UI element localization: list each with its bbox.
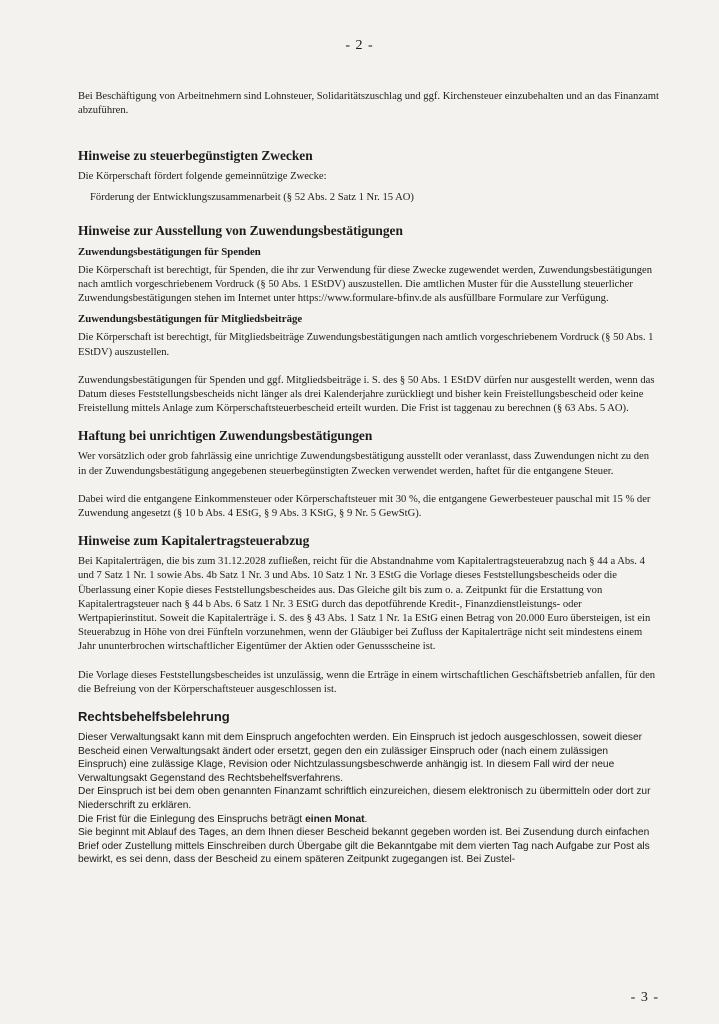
liability-paragraph-2: Dabei wird die entgangene Einkommensteuer oder Körperschaftsteuer mit 30 %, die entgangene Gewerbesteuer pauschal mit 15 % der Zuwendung angesetzt (§ 10 b Abs. 4 EStG, § 9 Abs. 3 KStG, § 9 Nr. 5 GewStG). [78,493,651,520]
purposes-item: Förderung der Entwicklungszusammenarbeit (§ 52 Abs. 2 Satz 1 Nr. 15 AO) [90,191,414,203]
donations-paragraph: Die Körperschaft ist berechtigt, für Spenden, die ihr zur Verwendung für diese Zwecke zugewendet werden, Zuwendungsbestätigungen nach amtlich vorgeschriebenem Vordruck (§ 50 Abs. 1 EStDV) auszustellen. Die amtlichen Muster für die Ausstellung steuerlicher Zuwendungsbestätigungen stehen im Internet unter https://www.formulare-bfinv.de als ausfüllbare Formulare zur Verfügung. [78,264,653,305]
document-body [78,90,659,867]
capital-gains-paragraph-2: Die Vorlage dieses Feststellungsbescheides ist unzulässig, wenn die Erträge in einem wirtschaftlichen Geschäftsbetrieb anfallen, für den die Befreiung von der Körperschaftsteuer ausgeschlossen ist. [78,669,656,695]
page-number-top: - 2 - [345,38,374,53]
subheading-membership-fees: Zuwendungsbestätigungen für Mitgliedsbeiträge [78,313,303,326]
section-heading-donation-receipts: Hinweise zur Ausstellung von Zuwendungsbestätigungen [78,222,403,238]
receipts-validity-paragraph: Zuwendungsbestätigungen für Spenden und ggf. Mitgliedsbeiträge i. S. des § 50 Abs. 1 EStDV dürfen nur ausgestellt werden, wenn das Datum dieses Feststellungsbescheids nicht länger als drei Kalenderjahre zurückliegt und bisher kein Freistellungsbescheid oder keine Freistellung mittels Anlage zum Körperschaftsteuerbescheid erteilt wurden. Die Frist ist taggenau zu berechnen (§ 63 Abs. 5 AO). [78,374,655,415]
legal-remedy-paragraph-4: Sie beginnt mit Ablauf des Tages, an dem Ihnen dieser Bescheid bekannt gegeben worden ist. Bei Zusendung durch einfachen Brief oder Zustellung mittels Einschreiben durch Übergabe gilt die Bekanntgabe mit dem vierten Tag nach Aufgabe zur Post als bewirkt, es sei denn, dass der Bescheid zu einem späteren Zeitpunkt zugegangen ist. Bei Zustel- [78,827,650,866]
legal-remedy-body [78,731,659,867]
section-heading-liability: Haftung bei unrichtigen Zuwendungsbestätigungen [78,428,373,444]
legal-remedy-paragraph-2: Der Einspruch ist bei dem oben genannten Finanzamt schriftlich einzureichen, diesem elektronisch zu übermitteln oder dort zur Niederschrift zu erklären. [78,786,651,812]
deadline-emphasis: einen Monat [305,813,365,825]
legal-remedy-deadline: Die Frist für die Einlegung des Einspruchs beträgt einen Monat. [78,813,368,825]
membership-paragraph: Die Körperschaft ist berechtigt, für Mitgliedsbeiträge Zuwendungsbestätigungen nach amtlich vorgeschriebenem Vordruck (§ 50 Abs. 1 EStDV) auszustellen. [78,332,654,358]
purposes-text: Die Körperschaft fördert folgende gemeinnützige Zwecke: [78,171,327,183]
legal-remedy-paragraph-1: Dieser Verwaltungsakt kann mit dem Einspruch angefochten werden. Ein Einspruch ist jedoch ausgeschlossen, soweit dieser Bescheid einen Verwaltungsakt ändert oder ersetzt, gegen den ein zulässiger Einspruch oder (nach einem zulässigen Einspruch) eine zulässige Klage, Revision oder Nichtzulassungsbeschwerde anhängig ist. In diesem Fall wird der neue Verwaltungsakt Gegenstand des Rechtsbehelfsverfahrens. [78,732,643,784]
intro-paragraph: Bei Beschäftigung von Arbeitnehmern sind Lohnsteuer, Solidaritätszuschlag und ggf. Kirchensteuer einzubehalten und an das Finanzamt abzuführen. [78,91,659,117]
section-heading-legal-remedy: Rechtsbehelfsbelehrung [78,709,230,725]
liability-paragraph-1: Wer vorsätzlich oder grob fahrlässig eine unrichtige Zuwendungsbestätigung ausstellt oder veranlasst, dass Zuwendungen nicht zu den in der Zuwendungsbestätigung angegebenen steuerbegünstigten Zwecken verwendet werden, haftet für die entgangene Steuer. [78,451,650,477]
capital-gains-paragraph-1: Bei Kapitalerträgen, die bis zum 31.12.2028 zufließen, reicht für die Abstandnahme vom Kapitalertragsteuerabzug nach § 44 a Abs. 4 und 7 Satz 1 Nr. 1 sowie Abs. 4b Satz 1 Nr. 3 und Abs. 10 Satz 1 Nr. 3 EStG die Vorlage dieses Feststellungsbescheids oder die Überlassung einer Kopie dieses Feststellungsbescheides aus. Das Gleiche gilt bis zum o. a. Zeitpunkt für die Erstattung von Kapitalertragsteuer nach § 44 b Abs. 6 Satz 1 Nr. 3 EStG durch das depotführende Kredit-, Finanzdienstleistungs- oder Wertpapierinstitut. Soweit die Kapitalerträge i. S. des § 43 Abs. 1 Satz 1 Nr. 1a EStG einen Betrag von 20.000 Euro übersteigen, ist ein Steuerabzug in Höhe von drei Fünfteln vorzunehmen, wenn der Gläubiger bei Zufluss der Kapitalerträge nicht seit mindestens einem Jahr ununterbrochen wirtschaftlicher Eigentümer der Aktien oder Genussscheine ist. [78,556,651,653]
subheading-donations: Zuwendungsbestätigungen für Spenden [78,245,261,258]
section-heading-capital-gains-tax: Hinweise zum Kapitalertragsteuerabzug [78,533,310,549]
section-heading-purposes: Hinweise zu steuerbegünstigten Zwecken [78,148,313,164]
page-number-bottom: - 3 - [630,990,659,1005]
